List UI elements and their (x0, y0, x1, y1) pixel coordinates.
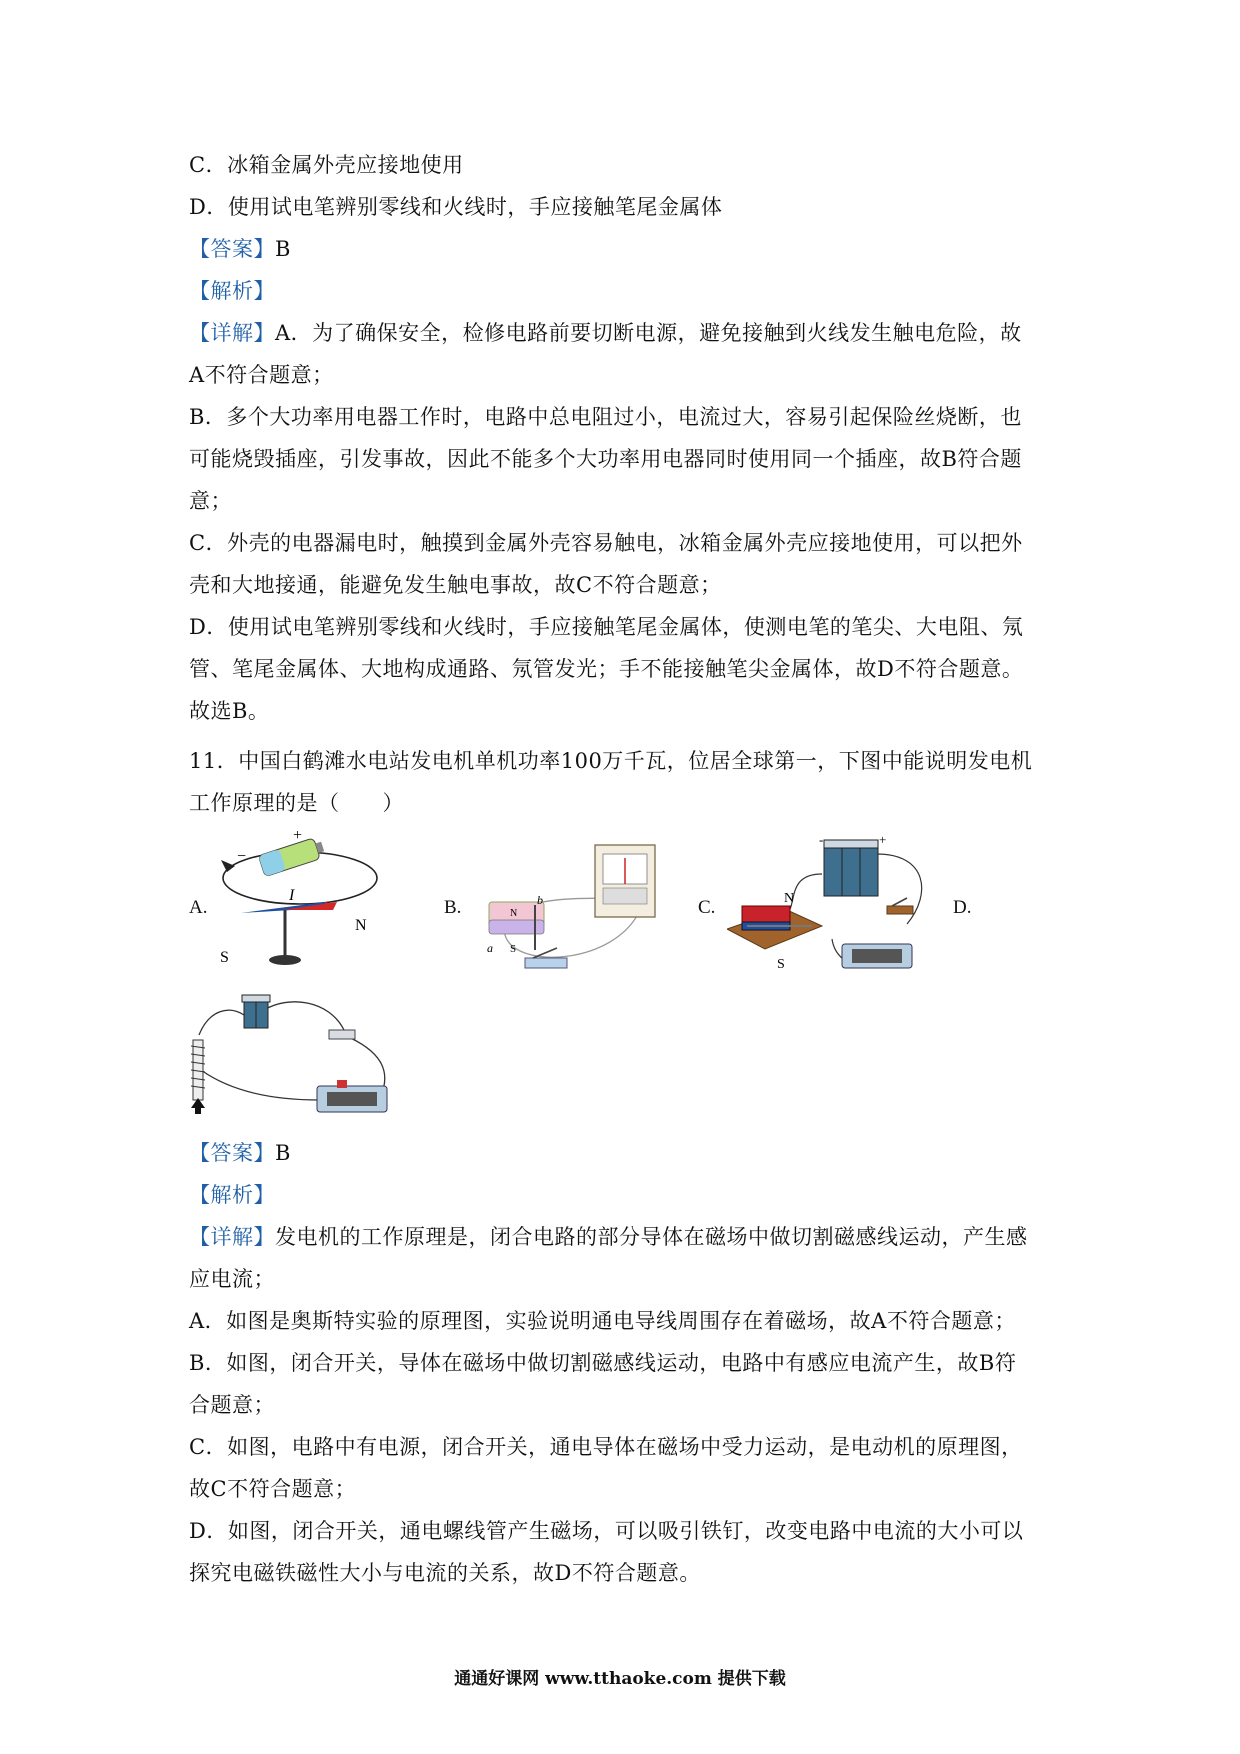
analysis-tag: 【解析】 (189, 279, 275, 303)
detail-tag: 【详解】 (189, 1225, 275, 1249)
svg-text:N: N (510, 908, 518, 919)
figure-b-induction (475, 840, 660, 980)
answer-tag: 【答案】 (189, 237, 275, 261)
option-label-c: C. (698, 897, 716, 918)
south-label: S (220, 949, 229, 966)
battery-pack-icon (242, 995, 270, 1028)
option-label-a: A. (189, 897, 208, 918)
switch-icon (329, 1030, 355, 1039)
plus-sign: + (293, 830, 303, 844)
q11-analysis (189, 1180, 1059, 1210)
svg-text:+: + (879, 834, 887, 847)
detail-tag: 【详解】 (189, 321, 275, 345)
q10-detail-line: D．使用试电笔辨别零线和火线时，手应接触笔尾金属体，使测电笔的笔尖、大电阻、氖 (189, 615, 1024, 639)
solenoid-icon (191, 1040, 205, 1114)
q11-answer (189, 1138, 1059, 1168)
detail-text: 发电机的工作原理是，闭合电路的部分导体在磁场中做切割磁感线运动，产生感 (275, 1225, 1028, 1249)
switch-icon (887, 906, 913, 914)
q10-detail-line: A不符合题意； (189, 363, 334, 387)
svg-text:N: N (784, 891, 795, 906)
svg-text:a: a (487, 941, 493, 955)
option-label-b: B. (444, 897, 462, 918)
q11-detail-line: D．如图，闭合开关，通电螺线管产生磁场，可以吸引铁钉，改变电路中电流的大小可以 (189, 1519, 1024, 1543)
page-footer: 通通好课网 www.tthaoke.com 提供下载 (454, 1669, 786, 1689)
q10-option-d: D．使用试电笔辨别零线和火线时，手应接触笔尾金属体 (189, 195, 723, 219)
svg-text:-: - (819, 834, 824, 847)
answer-value: B (275, 237, 291, 261)
q10-detail-line: 故选B。 (189, 699, 270, 723)
minus-sign: − (237, 848, 247, 865)
north-label: N (355, 917, 367, 934)
q10-detail-line: 壳和大地接通，能避免发生触电事故，故C不符合题意； (189, 573, 722, 597)
q11-stem: 11．中国白鹤滩水电站发电机单机功率100万千瓦，位居全球第一，下图中能说明发电机 (189, 749, 1033, 773)
q11-detail-line: 应电流； (189, 1267, 275, 1291)
q11-detail-line: 合题意； (189, 1393, 275, 1417)
stand-base (269, 955, 301, 965)
q10-answer (189, 234, 1059, 264)
q10-detail-line: 意； (189, 489, 232, 513)
answer-tag: 【答案】 (189, 1141, 275, 1165)
q10-detail-line: C．外壳的电器漏电时，触摸到金属外壳容易触电，冰箱金属外壳应接地使用，可以把外 (189, 531, 1023, 555)
figure-d-electromagnet (189, 990, 404, 1125)
q10-analysis (189, 276, 1059, 306)
q10-detail-line: 管、笔尾金属体、大地构成通路、氖管发光；手不能接触笔尖金属体，故D不符合题意。 (189, 657, 1024, 681)
q10-detail-line: 可能烧毁插座，引发事故，因此不能多个大功率用电器同时使用同一个插座，故B符合题 (189, 447, 1022, 471)
figure-a-oersted (215, 830, 385, 980)
analysis-tag: 【解析】 (189, 1183, 275, 1207)
q11-stem: 工作原理的是（ ） (189, 791, 404, 815)
figure-c-motor (727, 834, 932, 984)
q11-detail-line: A．如图是奥斯特实验的原理图，实验说明通电导线周围存在着磁场，故A不符合题意； (189, 1309, 1016, 1333)
q11-detail-line: 故C不符合题意； (189, 1477, 357, 1501)
q11-detail-line (189, 1222, 1059, 1252)
current-label: I (289, 887, 295, 904)
svg-text:S: S (510, 943, 517, 955)
q11-detail-line: C．如图，电路中有电源，闭合开关，通电导体在磁场中受力运动，是电动机的原理图， (189, 1435, 1023, 1459)
detail-text: A．为了确保安全，检修电路前要切断电源，避免接触到火线发生触电危险，故 (275, 321, 1022, 345)
q10-option-c: C．冰箱金属外壳应接地使用 (189, 153, 464, 177)
svg-text:S: S (777, 957, 785, 972)
q11-detail-line: 探究电磁铁磁性大小与电流的关系，故D不符合题意。 (189, 1561, 701, 1585)
answer-value: B (275, 1141, 291, 1165)
svg-text:b: b (537, 893, 543, 907)
battery-pack-icon (824, 840, 878, 896)
q10-detail-line (189, 318, 1059, 348)
option-label-d: D. (953, 897, 972, 918)
q11-detail-line: B．如图，闭合开关，导体在磁场中做切割磁感线运动，电路中有感应电流产生，故B符 (189, 1351, 1017, 1375)
q10-detail-line: B．多个大功率用电器工作时，电路中总电阻过小，电流过大，容易引起保险丝烧断，也 (189, 405, 1022, 429)
arrow-icon (221, 860, 235, 872)
switch-icon (525, 958, 567, 968)
